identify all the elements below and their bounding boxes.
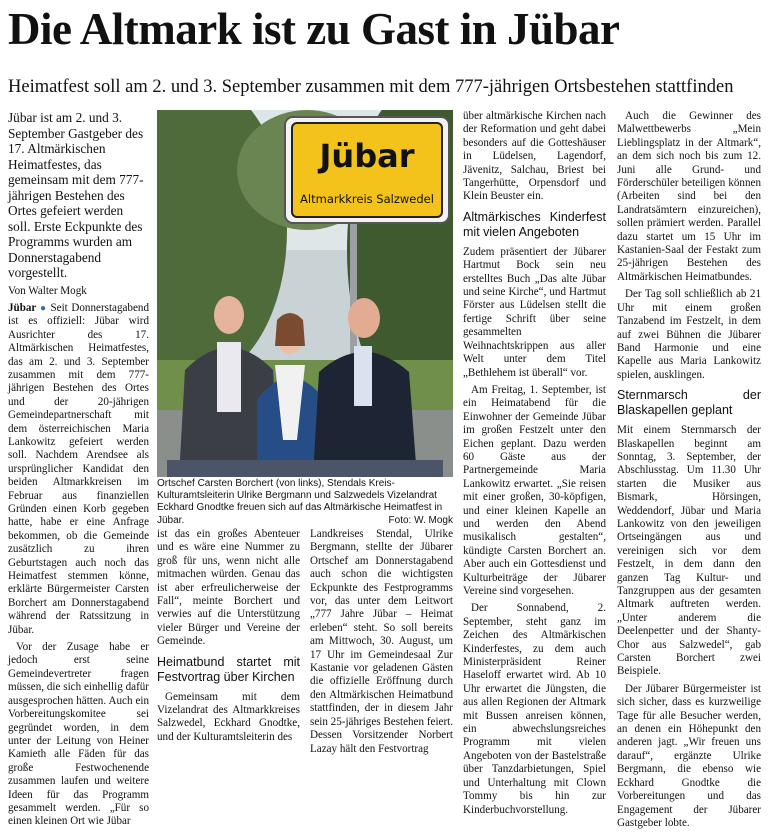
column-5 [617, 110, 761, 834]
article-paragraph: Landkreises Stendal, Ulrike Bergmann, stellte der Jübarer Ortschef am Donnerstagabend auch schon die wichtigsten Eckpunkte des Festprogramms vor, das unter dem Leitwort „777 Jahre Jübar – Heimat erleben“ steht. So soll bereits am Mittwoch, 30. August, um 17 Uhr im Gemeindesaal Zur Kastanie vor geladenen Gästen die offizielle Eröffnung durch den Altmärkischen Heimatbund stattfinden, der in diesem Jahr sein 25-jähriges Bestehen feiert. Dessen Vorsitzender Norbert Lazay hält den Festvortrag [310, 528, 453, 755]
article-paragraph: Gemeinsam mit dem Vizelandrat des Altmarkkreises Salzwedel, Eckhard Gnodtke, und der Kulturamtsleiterin des [157, 690, 300, 743]
article-paragraph: Der Tag soll schließlich ab 21 Uhr mit einem großen Tanzabend im Festzelt, in dem auf zwei Bühnen die Jübarer Band Harmonie und eine Kapelle aus Maria Lankowitz spielen, ausklingen. [617, 288, 761, 381]
article-photo [157, 110, 453, 477]
article-paragraph: über altmärkische Kirchen nach der Reformation und geht dabei besonders auf die Gotteshäuser in Lüdelsen, Lagendorf, Jävenitz, Salchau, Briest bei Tangerhütte, Orpensdorf und Klein Beuster ein. [463, 110, 606, 203]
headline: Die Altmark ist zu Gast in Jübar [8, 4, 620, 54]
author-byline: Von Walter Mogk [8, 284, 87, 297]
article-paragraph: Auch die Gewinner des Malwettbewerbs „Mein Lieblingsplatz in der Altmark“, an dem sich noch bis zum 12. Juni alle Grund- und Förderschüler beteiligen können (Arbeiten sind bei den Landratsämtern einzureichen), sollen prämiert werden. Parallel dazu startet um 15 Uhr im Kastanien-Saal der Festakt zum 25-jährigen Bestehen des Altmärkischen Heimatbundes. [617, 110, 761, 283]
column-4 [463, 110, 606, 821]
article-paragraph: Am Freitag, 1. September, ist ein Heimatabend für die Einwohner der Gemeinde Jübar im großen Festzelt unter den Eichen geplant. Dazu werden 60 Gäste aus der Partnergemeinde Maria Lankowitz erwartet. „Sie reisen mit einer großen, 30-köpfigen, und einer kleinen Kapelle an und werden den Abend musikalisch gestalten“, kündigte Carsten Borchert an. Aber auch ein Gottesdienst und Kulturbeiträge der Jübarer Vereine sind vorgesehen. [463, 383, 606, 597]
section-heading: Sternmarsch der Blaskapellen geplant [617, 388, 761, 418]
column-3 [310, 528, 453, 760]
article-paragraph: Vor der Zusage habe er jedoch erst seine Gemeindevertreter fragen müssen, die sich einhellig dafür ausgesprochen hätten. Auch ein Vorbereitungskomitee sei gegründet worden, in dem unter der Leitung von Heiner Kamieth alle Fäden für das große Festwochenende zusammen laufen und weitere Ideen für das Programm gesammelt werden. „Für so einen kleinen Ort wie Jübar [8, 641, 149, 828]
photo-credit: Foto: W. Mogk [388, 514, 453, 526]
section-heading: Altmärkisches Kinderfest mit vielen Angeboten [463, 209, 606, 239]
article-paragraph: ist das ein großes Abenteuer und es wäre eine Nummer zu groß für uns, wenn nicht alle mitmachen würden. Genau das ist aber erfreulicherweise der Fall“, meinte Borchert und verwies auf die Unterstützung vieler Bürger und Vereine der Gemeinde. [157, 528, 300, 648]
dateline: Jübar [8, 301, 37, 314]
article-paragraph: Mit einem Sternmarsch der Blaskapellen beginnt am Sonntag, 3. September, der Abschlusstag. Um 11.30 Uhr starten die Musiker aus Bismark, Hörsingen, Weddendorf, Jübar und Maria Lankowitz von den jeweiligen Ortseingängen aus und vereinigen sich vor dem Festzelt, in dem dann den ganzen Tag Kultur- und Tanzgruppen aus der gesamten Altmark auftreten werden. „Unter anderem die Deelenpetter und der Shanty-Chor aus Salzwedel“, gab Carsten Borchert zwei Beispiele. [617, 424, 761, 678]
sign-town-name: Jübar [319, 137, 415, 175]
column-2 [157, 528, 300, 748]
article-paragraph: Der Jübarer Bürgermeister ist sich sicher, dass es kurzweilige Tage für alle Besucher werden, an denen ein Höhepunkt den anderen jagt. „Wir freuen uns darauf“, ergänzte Ulrike Bergmann, die ebenso wie Eckhard Gnodtke die Vorbereitungen und das Engagement der Jübarer Gastgeber lobte. [617, 682, 761, 829]
dateline-dot-icon: ● [39, 302, 47, 314]
caption-text: Ortschef Carsten Borchert (von links), Stendals Kreis-Kulturamtsleiterin Ulrike Bergmann und Salzwedels Vizelandrat Eckhard Gnodtke freuen sich auf das Altmärkische Heimatfest in Jübar. [157, 478, 443, 526]
photo-caption [157, 478, 453, 527]
sign-district-name: Altmarkkreis Salzwedel [300, 192, 434, 206]
section-heading: Heimatbund startet mit Festvortrag über Kirchen [157, 654, 300, 684]
column-1 [8, 110, 149, 833]
article-paragraph: Jübar ● Seit Donnerstagabend ist es offiziell: Jübar wird Ausrichter des 17. Altmärkischen Heimatfestes, das am 2. und 3. September zusammen mit dem 777-jährigen Bestehen des Ortes und der 20-jährigen Gemeindepartnerschaft mit dem österreichischen Maria Lankowitz gefeiert werden soll. Nachdem Arendsee als ursprünglicher Kandidat den beiden Altmarkkreisen im Februar aus finanziellen Gründen einen Korb gegeben hatte, habe er eine Anfrage bekommen, ob die Gemeinde zusätzlich zu ihren Geburtstagen auch noch das Heimatfest stemmen könne, erklärte Bürgermeister Carsten Borchert am Donnerstagabend während der Ratssitzung in Jübar. [8, 301, 150, 636]
article-paragraph: Zudem präsentiert der Jübarer Hartmut Bock sein neu erstelltes Buch „Das alte Jübar und seine Kirche“, und Hartmut Förster aus Lüdelsen stellt die fertige Schrift über seine gesammelten Weihnachtskrippen aus aller Welt unter dem Titel „Bethlehem ist überall“ vor. [463, 245, 606, 379]
article-paragraph: Der Sonnabend, 2. September, steht ganz im Zeichen des Altmärkischen Kinderfestes, zu dem auch Ministerpräsident Reiner Haseloff erwartet wird. Ab 10 Uhr erwartet die Jüngsten, die aus allen Regionen der Altmark mit Bussen anreisen können, ein abwechslungsreiches Programm mit vielen Angeboten von der Bastelstraße über Tanzdarbietungen, Spiel und Unterhaltung mit Clown Tommy bis hin zur Kinderbuchvorstellung. [463, 602, 606, 816]
subheadline: Heimatfest soll am 2. und 3. September zusammen mit dem 777-jährigen Ortsbestehen stattfinden [8, 77, 734, 97]
teaser: Jübar ist am 2. und 3. September Gastgeber des 17. Altmärkischen Heimatfestes, das gemeinsam mit dem 777-jährigen Bestehen des Ortes gefeiert werden soll. Erste Eckpunkte des Programms wurden am Donnerstagabend vorgestellt. [8, 110, 144, 280]
